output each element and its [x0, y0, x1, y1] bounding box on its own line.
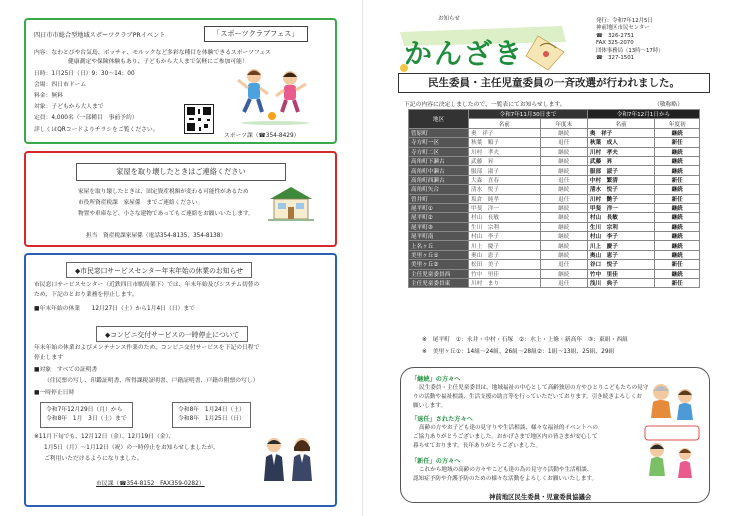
message-line: 願いします。 — [413, 403, 447, 409]
old-status-cell: 継続 — [540, 128, 587, 137]
new-status-cell: 継続 — [655, 203, 700, 212]
old-status-cell: 継続 — [540, 250, 587, 259]
service-line: ため、下記のとおり業務を停止します。 — [34, 292, 138, 298]
message-heading-retired: 「退任」された方々へ — [411, 416, 473, 423]
table-row — [409, 175, 700, 184]
old-status-cell: 退任 — [540, 138, 587, 147]
new-name-cell: 中村 繁清 — [587, 175, 654, 184]
new-status-cell: 新任 — [655, 194, 700, 203]
council-signature: 神前地区民生委員・児童委員協議会 — [489, 493, 592, 501]
qr-code[interactable] — [184, 104, 214, 134]
area-note-2: ※ 美里ヶ丘①：14組～24組、26組～28組②：1組～13組、25組、29組 — [422, 349, 615, 355]
stop-period-start: 令和7年12月29日（月）から — [46, 407, 123, 413]
table-header-row — [409, 110, 700, 119]
new-name-cell: 秋葉 成人 — [587, 138, 654, 147]
new-name-cell: 浅川 典子 — [587, 279, 654, 288]
old-name-cell: 甲斐 洋一 — [469, 203, 541, 212]
table-row — [409, 194, 700, 203]
area-cell: 美里ヶ丘② — [409, 260, 469, 269]
old-name-cell: 村山 李子 — [469, 232, 541, 241]
office-hours: 団体事務局（13時～17時） — [596, 47, 664, 54]
area-cell: 主任児童委員西 — [409, 269, 469, 278]
area-cell: 寺方町一区 — [409, 138, 469, 147]
roster-body — [409, 128, 700, 288]
old-status-cell: 退任 — [540, 260, 587, 269]
service-line: ※11月下旬でも、12月12日（金）、12月19日（金）、 — [34, 434, 175, 440]
event-line: 日時：1月25日（日）9：30～14：00 — [34, 71, 135, 77]
table-row — [409, 166, 700, 175]
message-line: 民生委員・主任児童委員は、地域福祉の中心として高齢独居の方やひとりこどもたちの見守 — [419, 385, 649, 391]
stop-period-end: 令和8年 1月 3日（土）まで — [46, 416, 127, 422]
publisher-name: 神前地区市民センター — [596, 25, 650, 32]
new-name-cell: 谷口 悦子 — [587, 260, 654, 269]
old-name-cell: 奥 祥子 — [469, 128, 541, 137]
new-status-cell: 継続 — [655, 250, 700, 259]
new-status-cell: 継続 — [655, 156, 700, 165]
area-cell: 菅原町 — [409, 128, 469, 137]
publisher-phone: ☎ 326-2751 — [596, 32, 635, 39]
table-row — [409, 156, 700, 165]
old-status-cell: 継続 — [540, 185, 587, 194]
old-name-cell: 生川 宗利 — [469, 222, 541, 231]
old-name-cell: 大森 喜春 — [469, 175, 541, 184]
old-status-cell: 退任 — [540, 279, 587, 288]
service-contact: 市民課（☎354-8152 FAX359-0282） — [96, 481, 205, 487]
message-line: 認知症予防や介護予防のための様々な活動をよろしくお願いいたします。 — [413, 476, 598, 482]
new-name-cell: 川村 艶子 — [587, 194, 654, 203]
area-cell: 上名ヶ丘 — [409, 241, 469, 250]
old-period-header: 令和7年11月30日まで — [469, 110, 588, 119]
new-name-cell: 竹中 里佳 — [587, 269, 654, 278]
office-phone: ☎ 327-1501 — [596, 55, 635, 62]
new-status-cell: 継続 — [655, 128, 700, 137]
new-name-cell: 生川 宗利 — [587, 222, 654, 231]
old-name-cell: 竹中 里佳 — [469, 269, 541, 278]
old-name-cell: 松田 美子 — [469, 260, 541, 269]
area-header: 地区 — [409, 110, 469, 129]
event-line: 料金：無料 — [34, 93, 63, 99]
event-line: 詳しくはQRコードよりチラシをご覧ください。 — [34, 127, 159, 133]
new-name-cell: 甲斐 洋一 — [587, 203, 654, 212]
old-status-cell: 継続 — [540, 203, 587, 212]
new-name-cell: 服部 淑子 — [587, 166, 654, 175]
new-period-header: 令和7年12月1日から — [587, 110, 699, 119]
old-status-cell: 継続 — [540, 166, 587, 175]
service-title-1: ◆市民窓口サービスセンター年末年始の休業のお知らせ — [66, 262, 252, 278]
old-name-cell: 川上 慶子 — [469, 241, 541, 250]
publish-date: 発行：令和7年12月5日 — [596, 18, 653, 24]
new-status-cell: 新任 — [655, 260, 700, 269]
table-row — [409, 128, 700, 137]
house-notice-box — [24, 151, 337, 247]
old-status-cell: 継続 — [540, 241, 587, 250]
new-name-cell: 村山 長敏 — [587, 213, 654, 222]
table-row — [409, 250, 700, 259]
table-row — [409, 213, 700, 222]
old-name-header: 名前 — [469, 119, 541, 128]
new-status-cell: 継続 — [655, 147, 700, 156]
new-name-cell: 武藤 昇 — [587, 156, 654, 165]
service-notice-box — [24, 253, 337, 507]
old-name-cell: 川村 まり — [469, 279, 541, 288]
house-illustration — [266, 183, 316, 223]
honorific-note: （敬称略） — [654, 102, 683, 108]
old-status-cell: 退任 — [540, 194, 587, 203]
new-name-cell: 村山 李子 — [587, 232, 654, 241]
committee-roster-table — [408, 109, 700, 288]
new-name-cell: 奥 祥子 — [587, 128, 654, 137]
new-name-cell: 奥山 恵子 — [587, 250, 654, 259]
event-header: 四日市市総合型地域スポーツクラブPRイベント — [34, 32, 166, 39]
event-line: 内容：なわとびや台気島、ボッチャ、モルックなど多彩な種目を体験できるスポーツフェス — [34, 50, 271, 56]
message-heading-continuing: 「継続」の方々へ — [411, 376, 461, 383]
old-name-cell: 清水 悦子 — [469, 185, 541, 194]
area-cell: 高角町矢合 — [409, 185, 469, 194]
publisher-info — [596, 18, 664, 62]
old-name-cell: 奥山 恵子 — [469, 250, 541, 259]
old-name-cell: 川村 孝夫 — [469, 147, 541, 156]
staff-illustration — [256, 435, 322, 483]
service-title-2: ◆コンビニ交付サービスの一時停止について — [96, 326, 248, 342]
old-name-cell: 坂倉 純孝 — [469, 194, 541, 203]
children-playing-illustration — [232, 66, 318, 126]
stop-day-1: 令和8年 1月24日（土） — [178, 407, 245, 413]
table-row — [409, 185, 700, 194]
masthead — [398, 18, 710, 74]
service-line: （住民票の写し、印鑑証明書、所得課税証明書、戸籍証明書、戸籍の附票の写し） — [44, 378, 259, 384]
house-notice-contact: 担当 資産税課家屋係（電話354-8135、354-8138） — [86, 233, 227, 239]
sports-event-box — [24, 18, 337, 144]
service-line: 1月5日（月）～1月12日（祝）の一時停止をお知らせしましたが、 — [44, 445, 219, 451]
new-status-cell: 継続 — [655, 232, 700, 241]
table-row — [409, 138, 700, 147]
service-line: ご利用いただけるようになりました。 — [44, 456, 143, 462]
event-line: 対象：子どもから大人まで — [34, 104, 104, 110]
stop-day-2: 令和8年 1月25日（日） — [178, 416, 245, 422]
page-divider — [362, 0, 363, 516]
area-cell: 尾平町① — [409, 203, 469, 212]
old-name-cell: 武藤 昇 — [469, 156, 541, 165]
new-name-cell: 川村 孝夫 — [587, 147, 654, 156]
logo-title: かんざき — [404, 37, 525, 70]
old-status-cell: 継続 — [540, 213, 587, 222]
area-cell: 尾平町③ — [409, 222, 469, 231]
table-row — [409, 241, 700, 250]
table-row — [409, 147, 700, 156]
new-status-cell: 継続 — [655, 269, 700, 278]
table-intro: 下記の内容に決定しましたので、一覧表にてお知らせします。 — [404, 102, 566, 108]
masthead-subtitle: お知らせ — [438, 16, 460, 22]
service-line: ■対象 すべての証明書 — [34, 367, 98, 373]
area-cell: 美里ヶ丘① — [409, 250, 469, 259]
event-contact: スポーツ課（☎354-8429） — [224, 133, 300, 139]
area-cell: 高角町西瀬古 — [409, 175, 469, 184]
publisher-fax: FAX 325-2070 — [596, 40, 634, 47]
new-status-cell: 新任 — [655, 138, 700, 147]
table-row — [409, 203, 700, 212]
community-illustration — [641, 378, 703, 486]
message-line: りの活動や福祉相談、生活支援の助言等を行っていただいております。引き続きよろしくお — [413, 394, 642, 400]
stop-days-box — [172, 402, 251, 428]
service-line: 年末年始の休業およびメンテナンス作業のため、コンビニ交付サービスを下記の日程で — [34, 345, 260, 351]
stop-period-box — [40, 402, 133, 428]
service-line: 停止します — [34, 355, 63, 361]
old-status-cell: 継続 — [540, 269, 587, 278]
house-notice-line: 市役所資産税課 家屋係 までご連絡ください。 — [78, 200, 204, 206]
service-line: ■年末年始の休業 12月27日（土）から1月4日（日）まで — [34, 306, 195, 312]
new-status-cell: 継続 — [655, 213, 700, 222]
house-notice-line: 家屋を取り壊したときは、固定資産税額が変わる可能性があるため — [78, 189, 249, 195]
message-line: これから地域の高齢の方々やこども達の為の見守り活動や生活相談、 — [419, 467, 593, 473]
headline: 民生委員・主任児童委員の一斉改選が行われました。 — [398, 73, 710, 93]
event-tag: 「スポーツクラブフェス」 — [204, 26, 308, 42]
table-row — [409, 222, 700, 231]
old-status-cell: 継続 — [540, 222, 587, 231]
table-row — [409, 232, 700, 241]
old-name-cell: 秋葉 順子 — [469, 138, 541, 147]
old-name-cell: 村山 長敏 — [469, 213, 541, 222]
old-name-cell: 服部 淑子 — [469, 166, 541, 175]
area-cell: 寺方町二区 — [409, 147, 469, 156]
message-line: 高齢の方やお子ども達の見守りや生活相談、様々な福祉的イベントへの — [419, 425, 599, 431]
new-name-cell: 清水 悦子 — [587, 185, 654, 194]
new-status-cell: 継続 — [655, 185, 700, 194]
new-name-cell: 川上 慶子 — [587, 241, 654, 250]
service-line: 市民窓口サービスセンター（近鉄四日市駅高架下）では、年末年始及びシステム切替の — [34, 282, 260, 288]
old-status-cell: 退任 — [540, 175, 587, 184]
area-cell: 曽井町 — [409, 194, 469, 203]
area-cell: 尾平町② — [409, 213, 469, 222]
new-status-cell: 新任 — [655, 175, 700, 184]
house-notice-line: 物置や車庫など、小さな建物であってもご連絡をお願いいたします。 — [78, 211, 254, 217]
table-row — [409, 279, 700, 288]
table-row — [409, 269, 700, 278]
area-cell: 高角町下瀬古 — [409, 156, 469, 165]
message-line: 暮らせております。長年ありがとうございました。 — [413, 443, 542, 449]
new-status-cell: 新任 — [655, 279, 700, 288]
old-status-cell: 継続 — [540, 156, 587, 165]
message-line: ご協力ありがとうございました。おかげさまで地区内の皆さまが安心して — [413, 434, 598, 440]
message-heading-new: 「新任」の方々へ — [411, 458, 461, 465]
table-row — [409, 260, 700, 269]
old-status-header: 年度末 — [540, 119, 587, 128]
area-note-1: ※ 尾平町 ①：永井・中村・石塚 ②：水上・上條・新高年 ③：東組・西組 — [422, 337, 628, 343]
new-status-header: 年度初 — [655, 119, 700, 128]
event-line: 会場：四日市ドーム — [34, 82, 87, 88]
area-cell: 主任児童委員東 — [409, 279, 469, 288]
house-notice-title: 家屋を取り壊したときはご連絡ください — [76, 163, 286, 181]
new-status-cell: 継続 — [655, 241, 700, 250]
old-status-cell: 継続 — [540, 232, 587, 241]
new-name-header: 名前 — [587, 119, 654, 128]
event-line: 定員：4,000名（一部種目 事前予約） — [34, 115, 138, 121]
service-line: ■一時停止日時 — [34, 390, 75, 396]
area-cell: 高角町中瀬古 — [409, 166, 469, 175]
event-line: 健康測定や保険体験もあり、子どもから大人まで気軽にご参加可能！ — [68, 59, 248, 65]
message-box — [400, 367, 710, 503]
new-status-cell: 継続 — [655, 166, 700, 175]
old-status-cell: 継続 — [540, 147, 587, 156]
area-cell: 尾平町南 — [409, 232, 469, 241]
new-status-cell: 継続 — [655, 222, 700, 231]
